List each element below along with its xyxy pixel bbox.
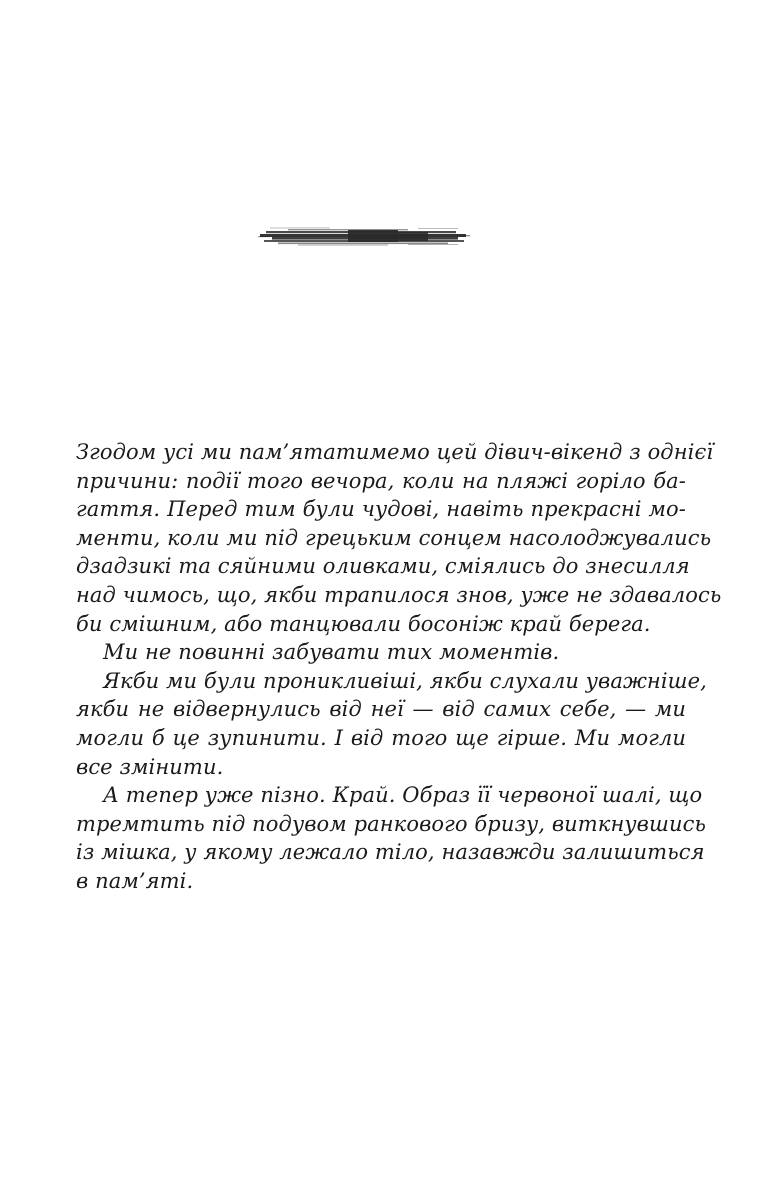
paragraph-4-line-2: тремтить під подувом ранкового бризу, виткнувшись bbox=[76, 811, 706, 836]
paragraph-1-line-3: гаття. Перед тим були чудові, навіть прекрасні мо- bbox=[76, 497, 686, 522]
paragraph-1-line-5: дзадзикі та сяйними оливками, сміялись до знесилля bbox=[76, 554, 690, 579]
paragraph-1-line-4: менти, коли ми під грецьким сонцем насолоджувались bbox=[76, 525, 712, 550]
brush-stroke-divider-icon bbox=[258, 222, 472, 252]
paragraph-4-line-3: із мішка, у якому лежало тіло, назавжди залишиться bbox=[76, 840, 705, 865]
paragraph-2-line-1: Ми не повинні забувати тих моментів. bbox=[103, 640, 560, 665]
paragraph-1-line-6: над чимось, що, якби трапилося знов, уже не здавалось bbox=[76, 582, 722, 607]
paragraph-1-line-2: причини: події того вечора, коли на пляжі горіло ба- bbox=[76, 468, 686, 493]
paragraph-3-line-1: Якби ми були проникливіші, якби слухали уважніше, bbox=[103, 668, 707, 693]
paragraph-3-line-3: могли б це зупинити. І від того ще гірше. Ми могли bbox=[76, 725, 686, 750]
paragraph-4-line-4: в пам’яті. bbox=[76, 868, 194, 893]
paragraph-3-line-2: якби не відвернулись від неї — від самих себе, — ми bbox=[76, 697, 686, 722]
body-text bbox=[76, 438, 722, 896]
paragraph-3-line-4: все змінити. bbox=[76, 754, 224, 779]
paragraph-1-line-1: Згодом усі ми пам’ятатимемо цей дівич-вікенд з однієї bbox=[76, 440, 714, 464]
paragraph-1-line-7: би смішним, або танцювали босоніж край берега. bbox=[76, 611, 651, 636]
paragraph-4-line-1: А тепер уже пізно. Край. Образ її червоної шалі, що bbox=[103, 783, 703, 808]
